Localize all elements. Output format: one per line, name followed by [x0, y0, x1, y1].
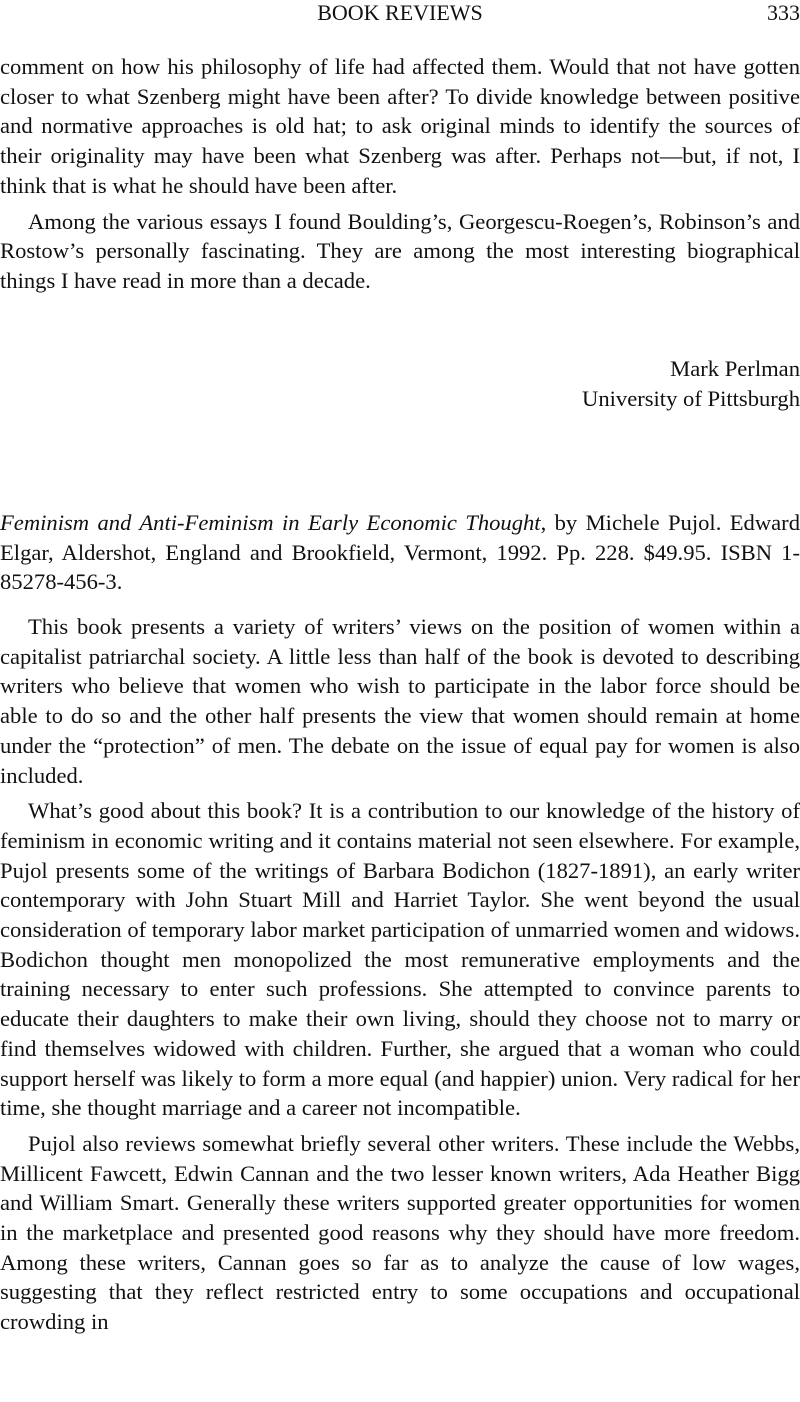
reviewer-affiliation: University of Pittsburgh [582, 385, 800, 411]
reviewer-signature [582, 354, 800, 413]
running-head [0, 0, 800, 26]
citation-text [0, 508, 800, 597]
review-1-paragraph: comment on how his philosophy of life had affected them. Would that not have gotten closer to what Szenberg might have been after? To divide knowledge between positive and normative approaches is old hat; to ask original minds to identify the sources of their originality may have been what Szenberg was after. Perhaps not—but, if not, I think that is what he should have been after. [0, 54, 800, 198]
running-title: BOOK REVIEWS [317, 0, 483, 25]
book-title: Feminism and Anti-Feminism in Early Economic Thought [0, 510, 541, 535]
reviewer-name: Mark Perlman [670, 356, 800, 381]
review-1-paragraph: Among the various essays I found Boulding’s, Georgescu-Roegen’s, Robinson’s and Rostow’s personally fascinating. They are among the most interesting biographical things I have read in more than a decade. [0, 208, 800, 293]
review-2-paragraph: What’s good about this book? It is a contribution to our knowledge of the history of feminism in economic writing and it contains material not seen elsewhere. For example, Pujol presents some of the writings of Barbara Bodichon (1827-1891), an early writer contemporary with John Stuart Mill and Harriet Taylor. She went beyond the usual consideration of temporary labor market participation of unmarried women and widows. Bodichon thought men monopolized the most remunerative employments and the training necessary to enter such professions. She attempted to convince parents to educate their daughters to make their own living, should they choose not to marry or find themselves widowed with children. Further, she argued that a woman who could support herself was likely to form a more equal (and happier) union. Very radical for her time, she thought marriage and a career not incompatible. [0, 798, 800, 1121]
review-2-paragraph: Pujol also reviews somewhat briefly several other writers. These include the Webbs, Millicent Fawcett, Edwin Cannan and the two lesser known writers, Ada Heather Bigg and William Smart. Generally these writers supported greater opportunities for women in the marketplace and presented good reasons why they should have more freedom. Among these writers, Cannan goes so far as to analyze the cause of low wages, suggesting that they reflect restricted entry to some occupations and occupational crowding in [0, 1130, 800, 1335]
review-2-paragraph: This book presents a variety of writers’ views on the position of women within a capitalist patriarchal society. A little less than half of the book is devoted to describing writers who believe that women who wish to participate in the labor force should be able to do so and the other half presents the view that women should remain at home under the “protection” of men. The debate on the issue of equal pay for women is also included. [0, 614, 800, 788]
review-1-body [0, 52, 800, 296]
book-citation [0, 508, 800, 597]
citation-details: , by Michele Pujol. Edward Elgar, Aldershot, England and Brookfield, Vermont, 1992. Pp. 228. $49.95. ISBN 1-85278-456-3. [0, 510, 800, 595]
review-2-body [0, 612, 800, 1337]
page-number: 333 [767, 0, 800, 25]
